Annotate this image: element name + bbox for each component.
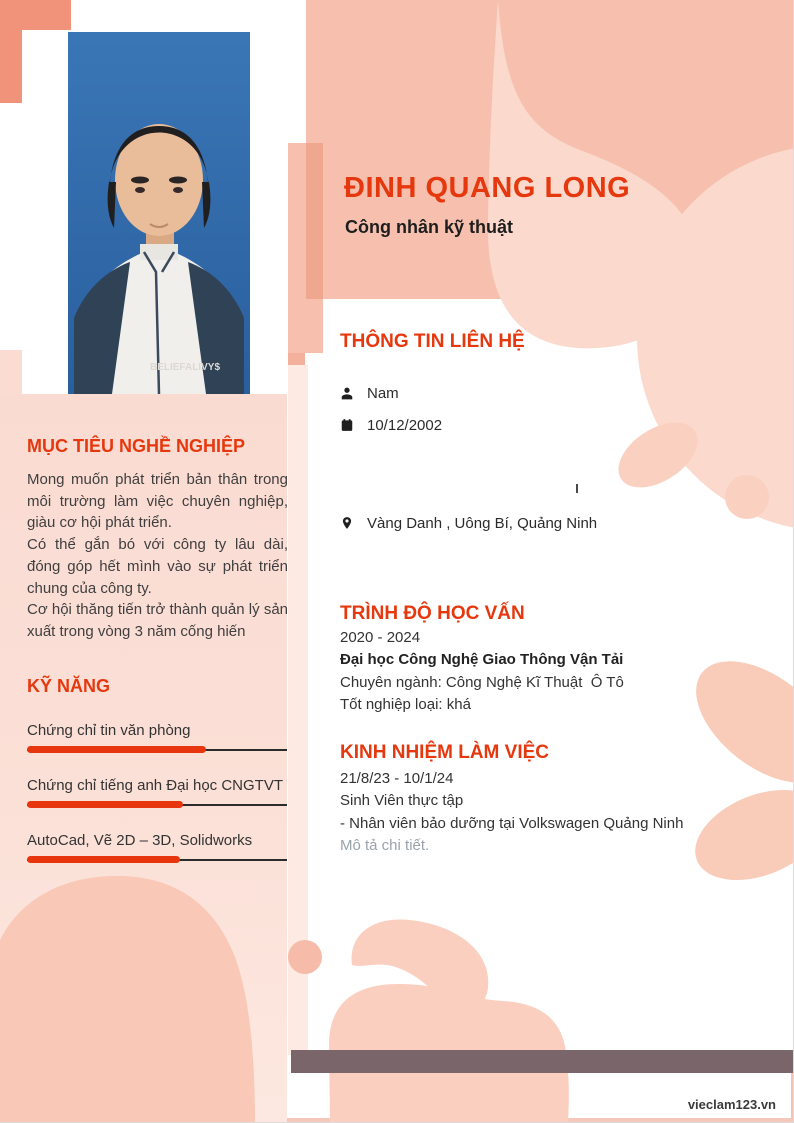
- cursor-artifact: [576, 484, 578, 493]
- experience-role: Sinh Viên thực tập: [340, 792, 464, 810]
- objective-paragraph: Mong muốn phát triển bản thân trong môi trường làm việc chuyên nghiệp, giàu cơ hội phát triển.: [27, 471, 288, 532]
- contact-row-birthday: [340, 416, 442, 434]
- education-school: Đại học Công Nghệ Giao Thông Vận Tải: [340, 651, 624, 669]
- skill-bar: [27, 801, 287, 808]
- contact-address: Vàng Danh , Uông Bí, Quảng Ninh: [367, 514, 598, 532]
- experience-detail: - Nhân viên bảo dưỡng tại Volkswagen Quảng Ninh: [340, 814, 684, 832]
- education-major: Chuyên ngành: Công Nghệ Kĩ Thuật Ô Tô: [340, 673, 624, 691]
- sidebar-blob-decor: [0, 876, 255, 1123]
- small-circle-decor: [288, 940, 322, 974]
- skill-label: Chứng chỉ tin văn phòng: [27, 722, 191, 739]
- jacket-text: BELIEFALIVY$: [149, 362, 221, 373]
- candidate-title: Công nhân kỹ thuật: [345, 217, 513, 237]
- education-entry: [340, 627, 760, 716]
- circle-decor: [725, 475, 769, 519]
- skill-bar-fill: [27, 856, 180, 863]
- footer-bar: [291, 1050, 794, 1073]
- contact-gender: Nam: [367, 384, 399, 402]
- education-grade: Tốt nghiệp loại: khá: [340, 695, 471, 713]
- education-period: 2020 - 2024: [340, 629, 421, 646]
- profile-photo-image: [68, 32, 250, 394]
- skill-bar-fill: [27, 801, 183, 808]
- skill-bar: [27, 746, 287, 753]
- location-icon: [340, 514, 354, 532]
- contact-birthday: 10/12/2002: [367, 416, 443, 434]
- person-icon: [340, 386, 354, 401]
- experience-description-placeholder[interactable]: Mô tả chi tiết.: [340, 836, 430, 854]
- skill-label: Chứng chỉ tiếng anh Đại học CNGTVT: [27, 777, 283, 794]
- skill-label: AutoCad, Vẽ 2D – 3D, Solidworks: [27, 832, 253, 849]
- skills-heading: KỸ NĂNG: [27, 676, 111, 696]
- skill-item: [27, 832, 287, 863]
- strip-decor: [288, 143, 306, 353]
- profile-photo: [68, 32, 250, 394]
- candidate-name: ĐINH QUANG LONG: [344, 172, 631, 204]
- experience-entry: [340, 768, 760, 857]
- contact-row-gender: [340, 384, 399, 402]
- strip-block-decor: [288, 353, 305, 365]
- calendar-icon: [340, 418, 354, 432]
- skill-bar-fill: [27, 746, 206, 753]
- strip-decor: [306, 299, 323, 353]
- objective-text: [27, 469, 288, 643]
- objective-paragraph: Có thể gắn bó với công ty lâu dài, đóng góp hết mình vào sự phát triển chung của công ty.: [27, 536, 288, 597]
- skill-item: [27, 777, 287, 808]
- experience-period: 21/8/23 - 10/1/24: [340, 770, 454, 787]
- objective-heading: MỤC TIÊU NGHỀ NGHIỆP: [27, 436, 246, 456]
- strip-overlap-decor: [306, 143, 323, 299]
- contact-row-address: [340, 514, 597, 532]
- watermark: vieclam123.vn: [687, 1097, 776, 1112]
- contact-heading: THÔNG TIN LIÊN HỆ: [340, 331, 525, 352]
- skill-bar: [27, 856, 287, 863]
- experience-heading: KINH NHIỆM LÀM VIỆC: [340, 742, 549, 763]
- education-heading: TRÌNH ĐỘ HỌC VẤN: [340, 603, 525, 624]
- objective-paragraph: Cơ hội thăng tiến trở thành quản lý sản xuất trong vòng 3 năm cống hiến: [27, 601, 288, 640]
- skill-item: [27, 722, 287, 753]
